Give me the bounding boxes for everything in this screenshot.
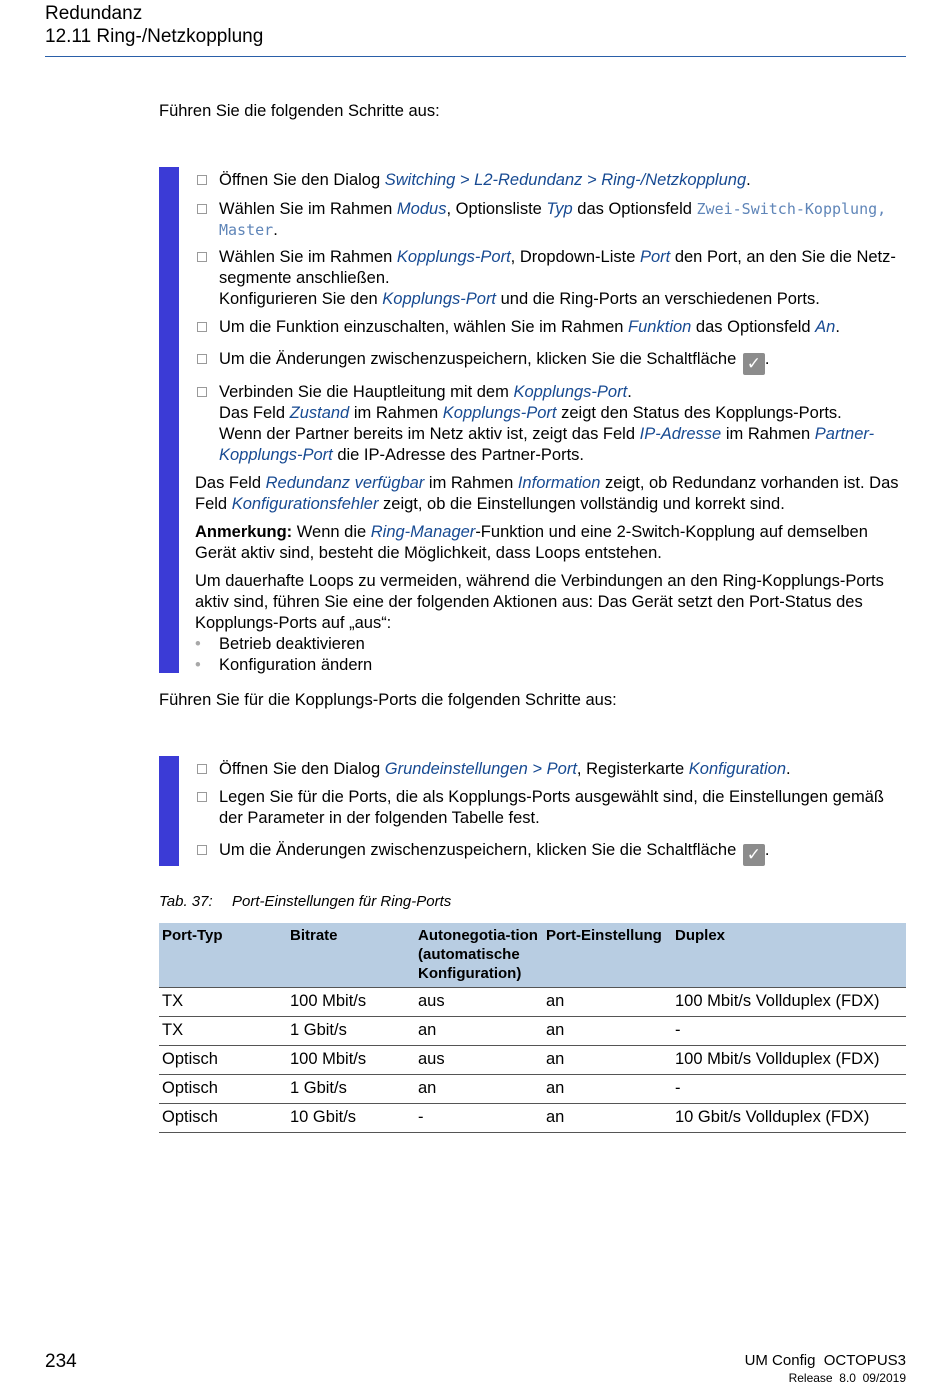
step-checkbox xyxy=(197,322,207,332)
cell-autonegotiation: - xyxy=(415,1104,543,1133)
step-open-dialog: Öffnen Sie den Dialog Switching > L2-Redundanz > Ring-/Netzkopplung. xyxy=(195,170,907,191)
checkmark-save-icon: ✓ xyxy=(743,844,765,866)
bullet-dot-icon: • xyxy=(195,656,201,674)
step-set-port-params: Legen Sie für die Ports, die als Kopplungs-Ports ausgewählt sind, die Einstellungen gemäß der Parameter in der folgenden Tabelle fest. xyxy=(195,787,907,829)
table-row xyxy=(159,1017,906,1046)
table-row xyxy=(159,1046,906,1075)
instruction-block-1 xyxy=(195,170,907,676)
instruction-bar-1 xyxy=(159,167,179,673)
cell-autonegotiation: aus xyxy=(415,1046,543,1075)
page-number: 234 xyxy=(45,1351,77,1372)
footer-release: Release 8.0 09/2019 xyxy=(788,1371,906,1385)
cell-port-setting: an xyxy=(543,1075,672,1104)
step-checkbox xyxy=(197,252,207,262)
cell-bitrate: 10 Gbit/s xyxy=(287,1104,415,1133)
header-bitrate: Bitrate xyxy=(287,923,415,988)
intro-paragraph-1: Führen Sie die folgenden Schritte aus: xyxy=(159,102,440,120)
cell-bitrate: 1 Gbit/s xyxy=(287,1075,415,1104)
bullet-item: • Betrieb deaktivieren xyxy=(195,635,365,653)
footer-doc-title: UM Config OCTOPUS3 xyxy=(744,1352,906,1369)
table-row xyxy=(159,988,906,1017)
cell-port-type: Optisch xyxy=(159,1046,287,1075)
step-checkbox xyxy=(197,845,207,855)
cell-autonegotiation: an xyxy=(415,1075,543,1104)
table-row xyxy=(159,1104,906,1133)
cell-port-type: Optisch xyxy=(159,1104,287,1133)
cell-port-type: TX xyxy=(159,988,287,1017)
step-select-mode: Wählen Sie im Rahmen Modus, Optionsliste Typ das Optionsfeld Zwei-Switch-Kopplung, Master. xyxy=(195,199,907,241)
note-paragraph: Anmerkung: Wenn die Ring-Manager-Funktion und eine 2-Switch-Kopplung auf demselben Gerät aktiv sind, besteht die Möglichkeit, dass Loops entstehen. xyxy=(195,523,868,562)
cell-port-setting: an xyxy=(543,1046,672,1075)
step-checkbox xyxy=(197,204,207,214)
intro-paragraph-2: Führen Sie für die Kopplungs-Ports die folgenden Schritte aus: xyxy=(159,691,617,709)
cell-bitrate: 100 Mbit/s xyxy=(287,988,415,1017)
step-checkbox xyxy=(197,354,207,364)
bullet-item: • Konfiguration ändern xyxy=(195,656,373,674)
cell-autonegotiation: an xyxy=(415,1017,543,1046)
step-save-changes: Um die Änderungen zwischenzuspeichern, klicken Sie die Schaltfläche ✓ . xyxy=(195,349,907,375)
header-subsection: 12.11 Ring-/Netzkopplung xyxy=(45,26,264,47)
checkmark-save-icon: ✓ xyxy=(743,353,765,375)
cell-bitrate: 1 Gbit/s xyxy=(287,1017,415,1046)
cell-port-type: Optisch xyxy=(159,1075,287,1104)
cell-duplex: 100 Mbit/s Vollduplex (FDX) xyxy=(672,988,906,1017)
step-open-port-dialog: Öffnen Sie den Dialog Grundeinstellungen > Port, Registerkarte Konfiguration. xyxy=(195,759,907,780)
step-select-port: Wählen Sie im Rahmen Kopplungs-Port, Dropdown-Liste Port den Port, an den Sie die Netz-segmente anschließen. Konfigurieren Sie den Kopplungs-Port und die Ring-Ports an verschiedenen Ports. xyxy=(195,247,907,310)
step-checkbox xyxy=(197,764,207,774)
cell-duplex: - xyxy=(672,1017,906,1046)
instruction-block-2 xyxy=(195,759,907,866)
header-port-setting: Port-Einstellung xyxy=(543,923,672,988)
header-autonegotiation: Autonegotia-tion (automatische Konfiguration) xyxy=(415,923,543,988)
cell-port-type: TX xyxy=(159,1017,287,1046)
cell-port-setting: an xyxy=(543,1104,672,1133)
step-checkbox xyxy=(197,175,207,185)
step-checkbox xyxy=(197,792,207,802)
header-port-type: Port-Typ xyxy=(159,923,287,988)
cell-duplex: 100 Mbit/s Vollduplex (FDX) xyxy=(672,1046,906,1075)
table-row xyxy=(159,1075,906,1104)
loop-paragraph: Um dauerhafte Loops zu vermeiden, während die Verbindungen an den Ring-Kopplungs-Ports aktiv sind, führen Sie eine der folgenden Aktionen aus: Das Gerät setzt den Port-Status des Kopplungs-Ports auf „aus“: xyxy=(195,572,884,632)
cell-bitrate: 100 Mbit/s xyxy=(287,1046,415,1075)
header-duplex: Duplex xyxy=(672,923,906,988)
cell-duplex: 10 Gbit/s Vollduplex (FDX) xyxy=(672,1104,906,1133)
cell-duplex: - xyxy=(672,1075,906,1104)
cell-autonegotiation: aus xyxy=(415,988,543,1017)
step-connect-mainline: Verbinden Sie die Hauptleitung mit dem Kopplungs-Port. Das Feld Zustand im Rahmen Kopplungs-Port zeigt den Status des Kopplungs-Ports. Wenn der Partner bereits im Netz aktiv ist, zeigt das Feld IP-Adresse im Rahmen Partner-Kopplungs-Port die IP-Adresse des Partner-Ports. xyxy=(195,382,907,466)
table-header-row xyxy=(159,923,906,988)
cell-port-setting: an xyxy=(543,988,672,1017)
header-section: Redundanz xyxy=(45,3,143,24)
bullet-dot-icon: • xyxy=(195,635,201,653)
instruction-bar-2 xyxy=(159,756,179,866)
step-checkbox xyxy=(197,387,207,397)
step-save-changes-2: Um die Änderungen zwischenzuspeichern, klicken Sie die Schaltfläche ✓ . xyxy=(195,840,907,866)
header-rule xyxy=(45,56,906,57)
info-paragraph: Das Feld Redundanz verfügbar im Rahmen Information zeigt, ob Redundanz vorhanden ist. Das Feld Konfigurationsfehler zeigt, ob die Einstellungen vollständig und korrekt sind. xyxy=(195,474,899,513)
step-enable-function: Um die Funktion einzuschalten, wählen Sie im Rahmen Funktion das Optionsfeld An. xyxy=(195,317,907,338)
port-settings-table xyxy=(159,923,906,1133)
table-caption: Tab. 37: Port-Einstellungen für Ring-Ports xyxy=(159,893,452,910)
cell-port-setting: an xyxy=(543,1017,672,1046)
